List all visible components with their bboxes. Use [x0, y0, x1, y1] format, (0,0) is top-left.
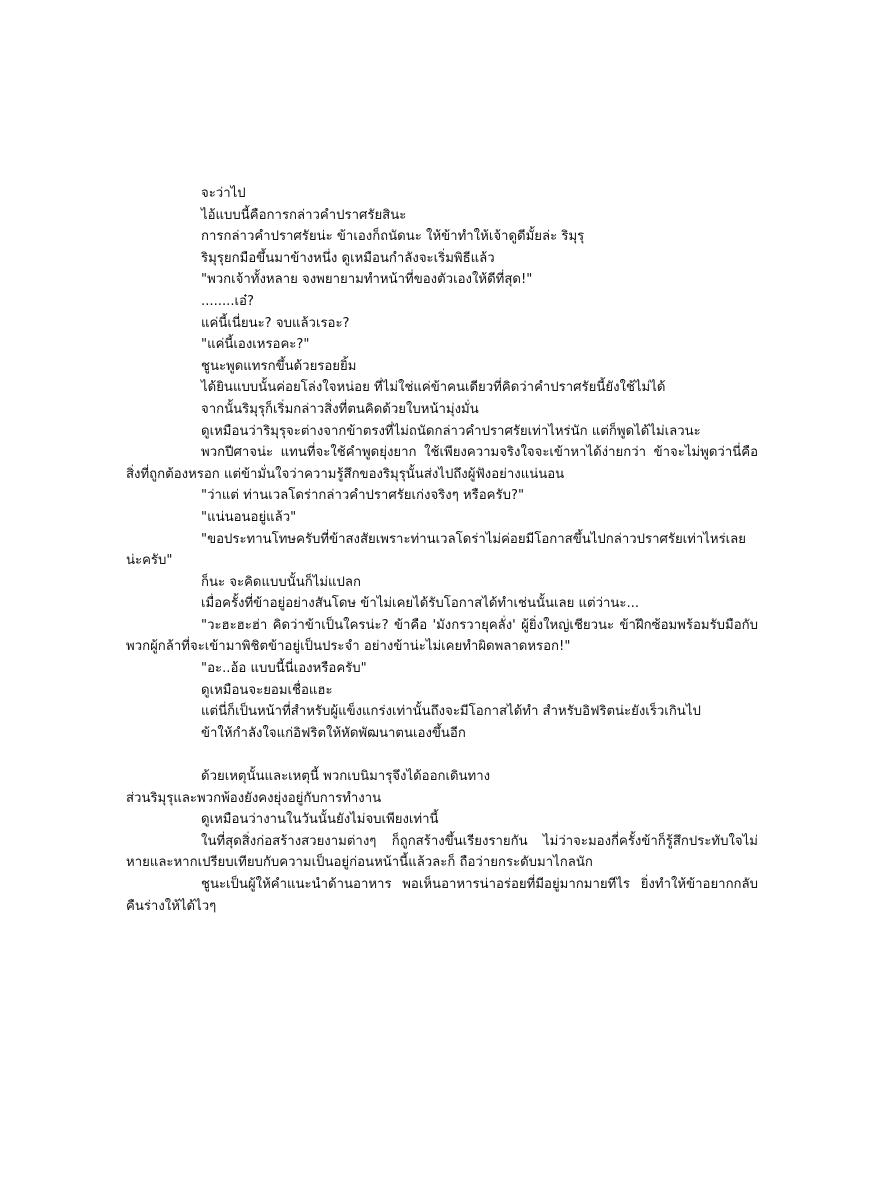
paragraph: "วะฮะฮะฮ่า คิดว่าข้าเป็นใครน่ะ? ข้าคือ 'มังกรวายุคลั่ง' ผู้ยิ่งใหญ่เชียวนะ ข้าฝึกซ้อมพร้อมรับมือกับพวกผู้กล้าที่จะเข้ามาพิชิตข้าอยู่เป็นประจำ อย่างข้าน่ะไม่เคยทำผิดพลาดหรอก!" — [126, 617, 758, 655]
paragraph: ไอ้แบบนี้คือการกล่าวคำปราศรัยสินะ — [201, 207, 407, 223]
paragraph: เมื่อครั้งที่ข้าอยู่อย่างสันโดษ ข้าไม่เคยได้รับโอกาสได้ทำเช่นนั้นเลย แต่ว่านะ... — [201, 596, 640, 612]
document-body — [126, 183, 758, 917]
paragraph: ก็นะ จะคิดแบบนั้นก็ไม่แปลก — [201, 574, 361, 590]
blank-line — [126, 744, 758, 766]
paragraph: "ขอประทานโทษครับที่ข้าสงสัยเพราะท่านเวลโดร่าไม่ค่อยมีโอกาสขึ้นไปกล่าวปราศรัยเท่าไหร่เลยน่ะครับ" — [126, 531, 746, 569]
paragraph: "อะ..อ้อ แบบนี้นี่เองหรือครับ" — [201, 661, 367, 677]
paragraph: "แค่นี้เองเหรอคะ?" — [201, 337, 310, 353]
paragraph: แต่นี่ก็เป็นหน้าที่สำหรับผู้แข็งแกร่งเท่านั้นถึงจะมีโอกาสได้ทำ สำหรับอิฟริตน่ะยังเร็วเกินไป — [201, 704, 701, 720]
paragraph: ในที่สุดสิ่งก่อสร้างสวยงามต่างๆ ก็ถูกสร้างขึ้นเรียงรายกัน ไม่ว่าจะมองกี่ครั้งข้าก็รู้สึกประทับใจไม่หายและหากเปรียบเทียบกับความเป็นอยู่ก่อนหน้านี้แล้วละก็ ถือว่ายกระดับมาไกลนัก — [126, 833, 758, 871]
paragraph: พวกปีศาจน่ะ แทนที่จะใช้คำพูดยุ่งยาก ใช้เพียงความจริงใจจะเข้าหาได้ง่ายกว่า ข้าจะไม่พูดว่านี่คือสิ่งที่ถูกต้องหรอก แต่ข้ามั่นใจว่าความรู้สึกของริมุรุนั้นส่งไปถึงผู้ฟังอย่างแน่นอน — [126, 445, 758, 482]
paragraph: ดูเหมือนว่าริมุรุจะต่างจากข้าตรงที่ไม่ถนัดกล่าวคำปราศรัยเท่าไหร่นัก แต่ก็พูดได้ไม่เลวนะ — [201, 423, 701, 439]
paragraph: "พวกเจ้าทั้งหลาย จงพยายามทำหน้าที่ของตัวเองให้ดีที่สุด!" — [201, 272, 533, 288]
paragraph: ชูนะเป็นผู้ให้คำแนะนำด้านอาหาร พอเห็นอาหารน่าอร่อยที่มีอยู่มากมายทีไร ยิ่งทำให้ข้าอยากกลับคืนร่างให้ได้ไวๆ — [126, 877, 758, 914]
paragraph: ดูเหมือนว่างานในวันนั้นยังไม่จบเพียงเท่านี้ — [201, 812, 439, 828]
paragraph: "ว่าแต่ ท่านเวลโดร่ากล่าวคำปราศรัยเก่งจริงๆ หรือครับ?" — [201, 488, 525, 504]
paragraph: แค่นี้เนี่ยนะ? จบแล้วเรอะ? — [201, 315, 350, 331]
paragraph: ได้ยินแบบนั้นค่อยโล่งใจหน่อย ที่ไม่ใช่แค่ข้าคนเดียวที่คิดว่าคำปราศรัยนี้ยังใช้ไม่ได้ — [201, 380, 666, 396]
paragraph: จะว่าไป — [201, 186, 246, 201]
paragraph: "แน่นอนอยู่แล้ว" — [201, 509, 297, 525]
paragraph: การกล่าวคำปราศรัยน่ะ ข้าเองก็ถนัดนะ ให้ข้าทำให้เจ้าดูดีมั้ยล่ะ ริมุรุ — [201, 229, 585, 245]
paragraph: ชูนะพูดแทรกขึ้นด้วยรอยยิ้ม — [201, 358, 357, 374]
paragraph: ดูเหมือนจะยอมเชื่อแฮะ — [201, 682, 333, 698]
paragraph: ข้าให้กำลังใจแก่อิฟริตให้หัดพัฒนาตนเองขึ้นอีก — [201, 725, 466, 741]
paragraph: ........เอ๋? — [201, 293, 254, 309]
paragraph: จากนั้นริมุรุก็เริ่มกล่าวสิ่งที่ตนคิดด้วยใบหน้ามุ่งมั่น — [201, 401, 479, 417]
paragraph: ส่วนริมุรุและพวกพ้องยังคงยุ่งอยู่กับการทำงาน — [126, 790, 382, 806]
paragraph: ริมุรุยกมือขึ้นมาข้างหนึ่ง ดูเหมือนกำลังจะเริ่มพิธีแล้ว — [201, 250, 495, 266]
paragraph: ด้วยเหตุนั้นและเหตุนี้ พวกเบนิมารุจึงได้ออกเดินทาง — [201, 769, 491, 785]
